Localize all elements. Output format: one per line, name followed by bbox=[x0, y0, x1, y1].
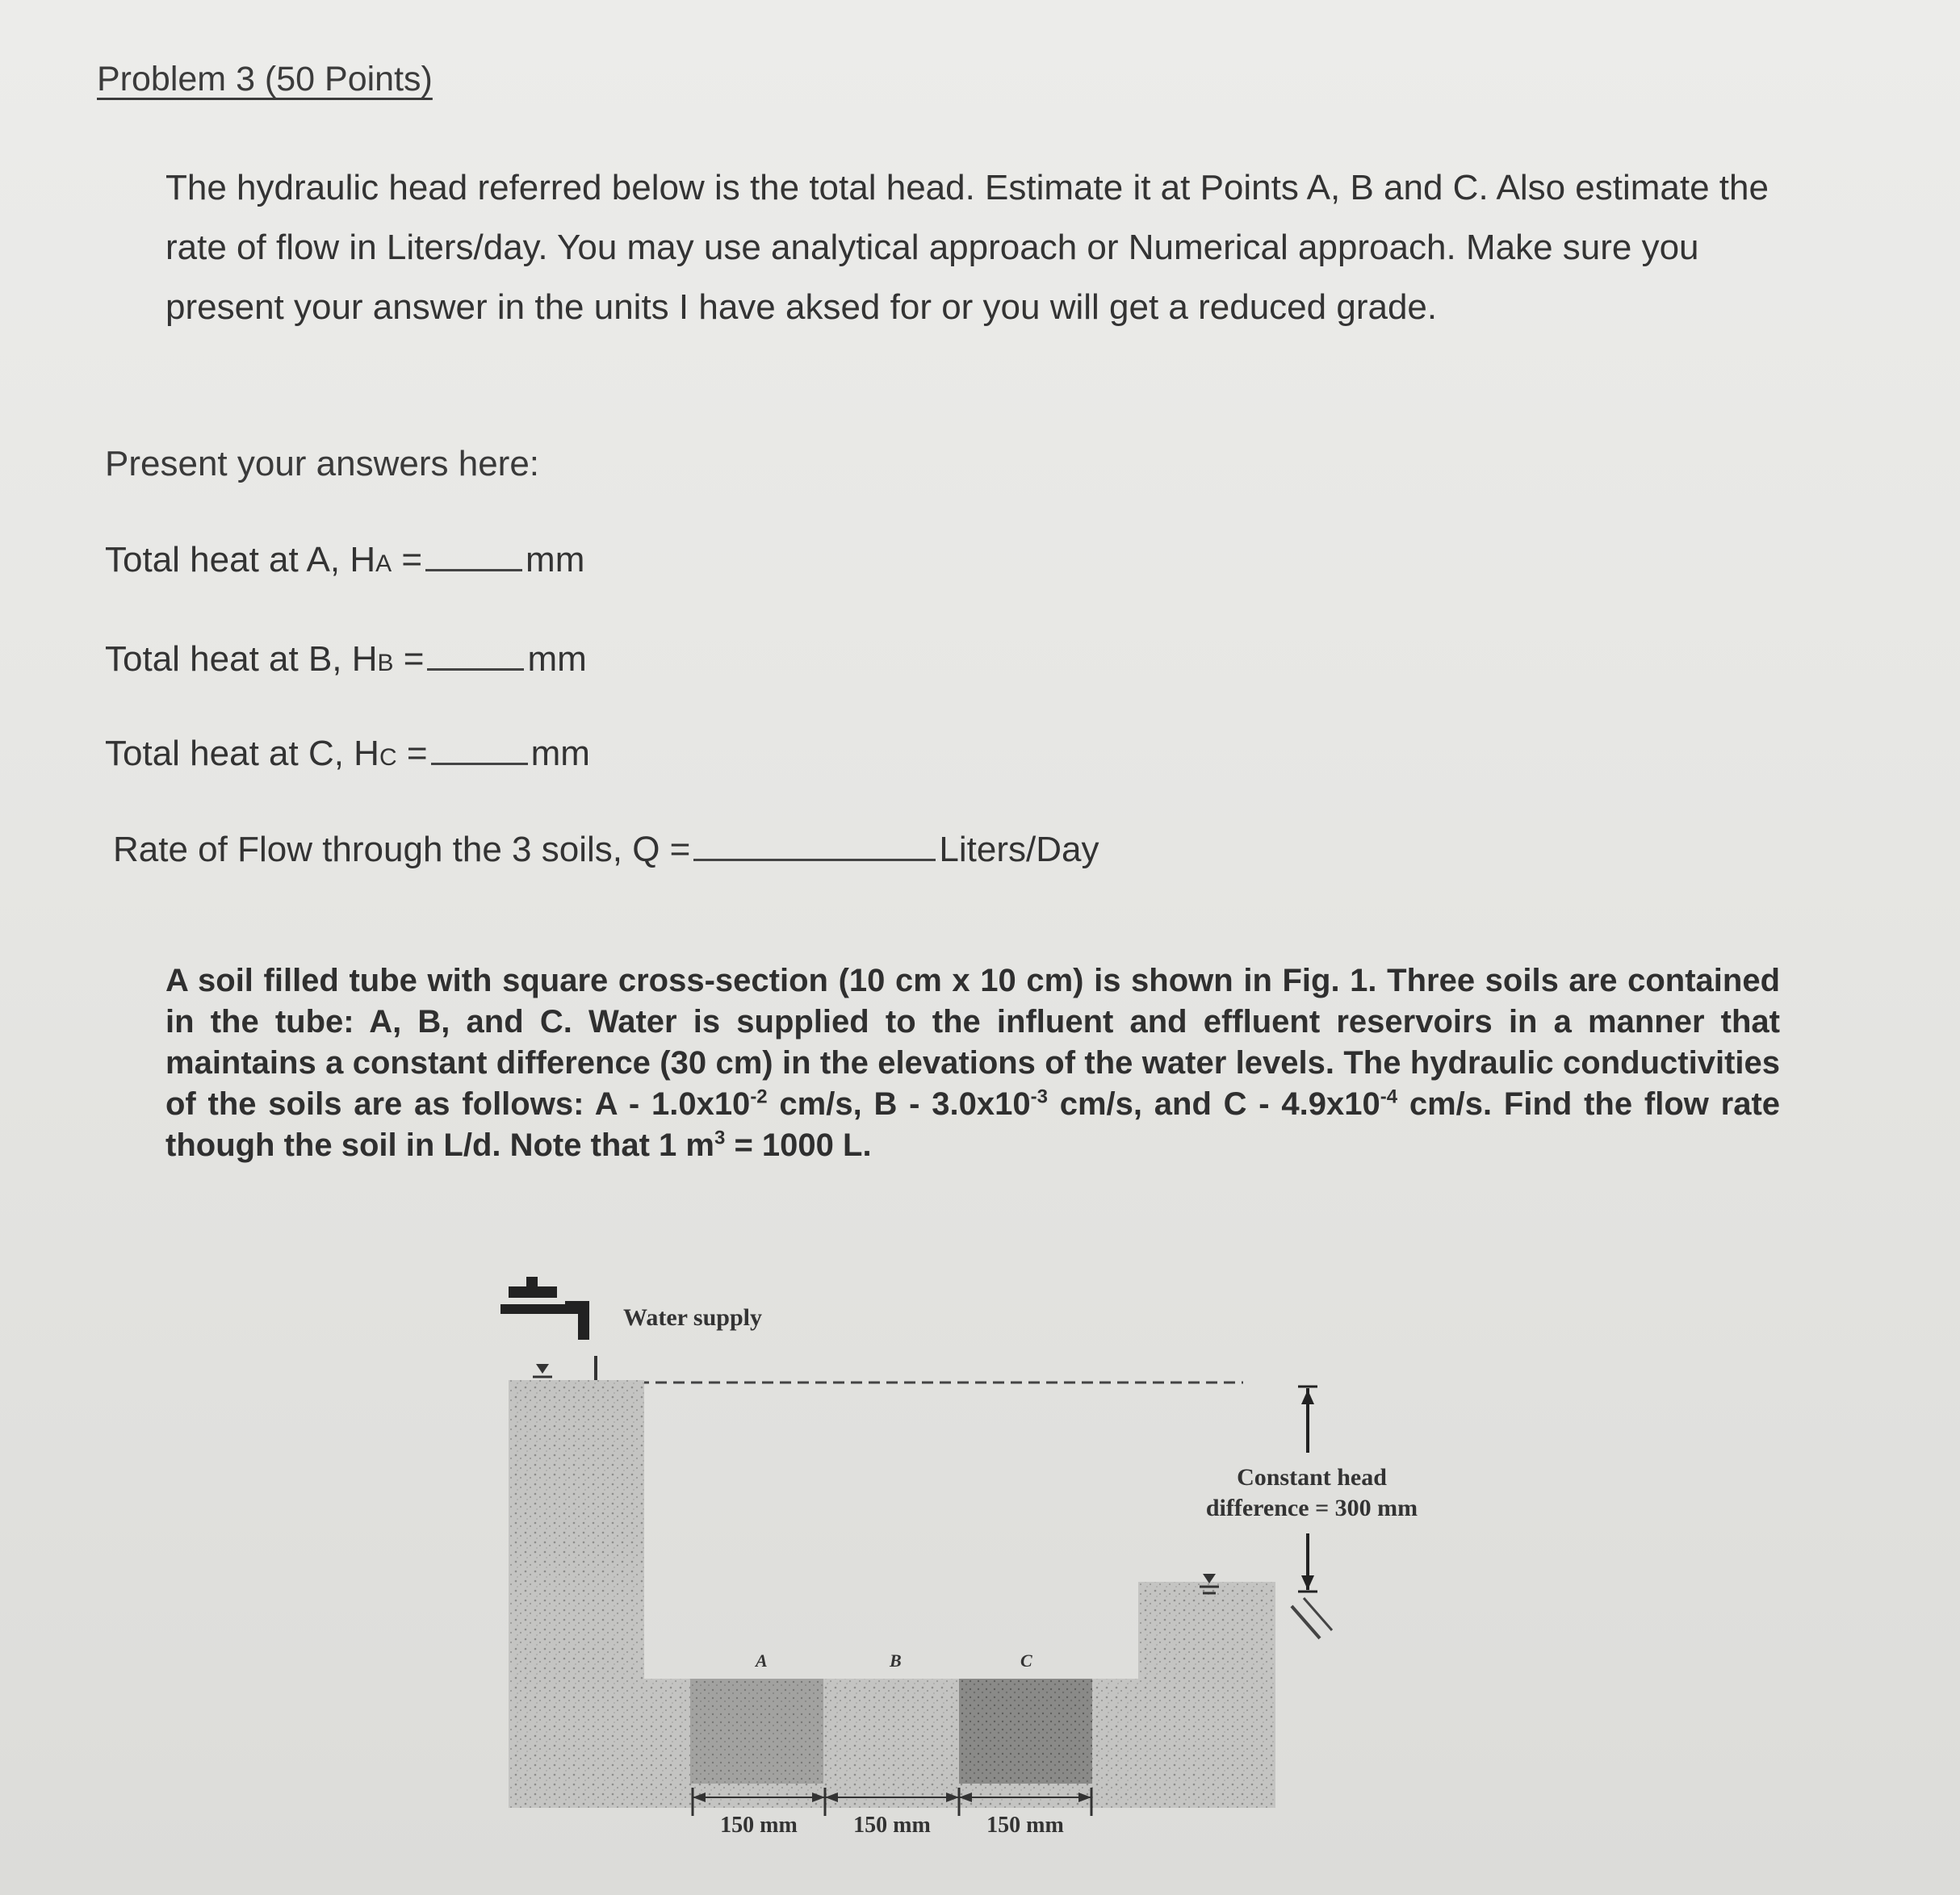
answer-eq-b: = bbox=[403, 639, 425, 679]
problem-text-3: cm/s, and C - 4.9x10 bbox=[1047, 1086, 1380, 1122]
answer-subscript-c: C bbox=[379, 744, 397, 771]
dimension-label-c: 150 mm bbox=[986, 1813, 1064, 1838]
answer-row-b bbox=[105, 636, 587, 680]
exponent-1: -2 bbox=[750, 1086, 768, 1108]
soil-c bbox=[959, 1679, 1092, 1784]
constant-head-label-1: Constant head bbox=[1237, 1464, 1387, 1491]
water-supply-label: Water supply bbox=[623, 1304, 762, 1331]
answer-blank-q[interactable] bbox=[693, 826, 936, 861]
problem-text-1: A soil filled tube with square cross-section (10 cm x 10 cm) is shown in Fig. 1. Three soils are contained in the tube: A, B, and C. Water is supplied to the influent and effluent reservoirs in a manner that maintains a constant difference (30 cm) in the elevations of the water levels. The hydraulic conductivities of the soils are as follows: A - 1.0x10 bbox=[165, 963, 1780, 1122]
problem-text-2: cm/s, B - 3.0x10 bbox=[767, 1086, 1031, 1122]
faucet-icon bbox=[500, 1277, 589, 1340]
answer-subscript-a: A bbox=[375, 550, 392, 577]
soil-label-b: B bbox=[890, 1650, 902, 1671]
exponent-3: -4 bbox=[1380, 1086, 1398, 1108]
answer-blank-c[interactable] bbox=[431, 730, 528, 765]
answer-label-c: Total heat at C, H bbox=[105, 734, 379, 773]
answer-unit-q: Liters/Day bbox=[939, 830, 1099, 869]
present-answers-label: Present your answers here: bbox=[105, 444, 540, 483]
effluent-reservoir bbox=[1138, 1582, 1275, 1808]
problem-heading: Problem 3 (50 Points) bbox=[97, 60, 433, 98]
answer-label-b: Total heat at B, H bbox=[105, 639, 378, 679]
answer-row-a bbox=[105, 537, 584, 580]
problem-text-4: cm/s. Find the flow rate though the soil in L/d. Note that 1 m bbox=[165, 1086, 1781, 1163]
answer-blank-a[interactable] bbox=[425, 537, 522, 571]
soil-a bbox=[690, 1679, 823, 1784]
answer-unit-c: mm bbox=[530, 734, 590, 773]
answer-label-a: Total heat at A, H bbox=[105, 540, 376, 579]
answer-row-c bbox=[105, 730, 590, 774]
answer-unit-b: mm bbox=[527, 639, 587, 679]
exponent-4: 3 bbox=[714, 1127, 726, 1149]
answer-subscript-b: B bbox=[377, 650, 394, 676]
intro-paragraph: The hydraulic head referred below is the total head. Estimate it at Points A, B and C. Also estimate the rate of flow in Liters/day. You may use analytical approach or Numerical approach. Make sure you present your answer in the units I have aksed for or you will get a reduced grade. bbox=[165, 168, 1769, 327]
dimension-label-a: 150 mm bbox=[720, 1813, 798, 1838]
soil-label-c: C bbox=[1020, 1650, 1032, 1671]
constant-head-label-2: difference = 300 mm bbox=[1205, 1495, 1418, 1521]
problem-text-5: = 1000 L. bbox=[725, 1127, 872, 1163]
answer-eq-c: = bbox=[406, 734, 428, 773]
soil-tube-figure bbox=[484, 1259, 1469, 1840]
soil-b bbox=[823, 1679, 959, 1784]
answer-row-q bbox=[113, 826, 1099, 870]
answer-unit-a: mm bbox=[526, 540, 585, 579]
dimension-label-b: 150 mm bbox=[853, 1813, 931, 1838]
answer-blank-b[interactable] bbox=[427, 636, 524, 671]
answer-eq-a: = bbox=[401, 540, 423, 579]
soil-label-a: A bbox=[756, 1650, 768, 1671]
outflow-icon bbox=[1292, 1598, 1332, 1638]
exponent-2: -3 bbox=[1030, 1086, 1048, 1108]
problem-paragraph bbox=[165, 960, 1780, 1166]
answer-label-q: Rate of Flow through the 3 soils, Q = bbox=[113, 830, 691, 869]
